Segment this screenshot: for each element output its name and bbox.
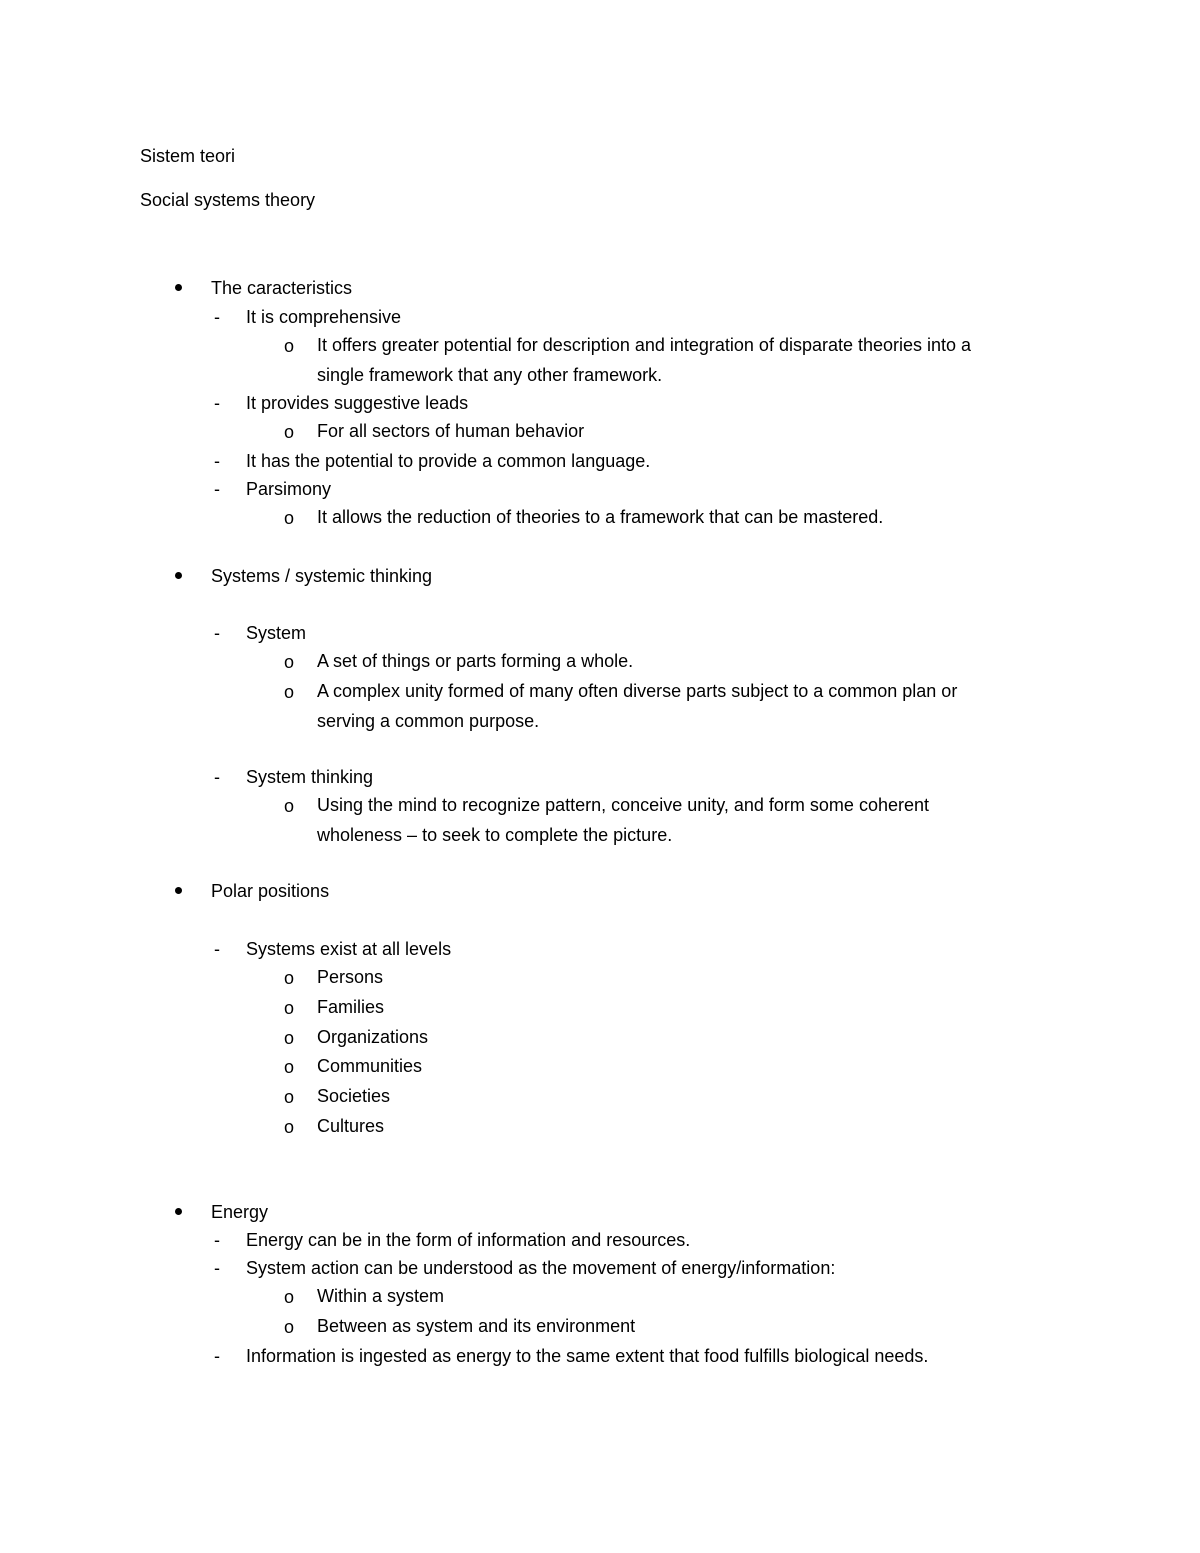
circle-marker: o xyxy=(284,336,295,356)
sub-list-item: Between as system and its environment xyxy=(317,1316,636,1336)
circle-marker: o xyxy=(284,1057,295,1077)
document-subtitle: Social systems theory xyxy=(140,190,316,210)
sub-list-item: Cultures xyxy=(317,1116,385,1136)
dash-marker: - xyxy=(214,939,220,959)
list-item: It provides suggestive leads xyxy=(246,393,469,413)
circle-marker: o xyxy=(284,998,295,1018)
circle-marker: o xyxy=(284,796,295,816)
dash-marker: - xyxy=(214,623,220,643)
list-item: Systems exist at all levels xyxy=(246,939,452,959)
list-item: System action can be understood as the movement of energy/information: xyxy=(246,1258,836,1278)
list-item: It is comprehensive xyxy=(246,307,402,327)
sub-list-item: Families xyxy=(317,997,385,1017)
list-item: Energy can be in the form of information and resources. xyxy=(246,1230,691,1250)
list-item: It has the potential to provide a common language. xyxy=(246,451,651,471)
list-item: Parsimony xyxy=(246,479,332,499)
bullet-icon xyxy=(175,1208,182,1215)
dash-marker: - xyxy=(214,393,220,413)
circle-marker: o xyxy=(284,1087,295,1107)
section-heading: Systems / systemic thinking xyxy=(211,566,433,586)
sub-list-item-continued: single framework that any other framework. xyxy=(317,365,663,385)
sub-list-item: It offers greater potential for description and integration of disparate theories into a xyxy=(317,335,972,355)
circle-marker: o xyxy=(284,652,295,672)
circle-marker: o xyxy=(284,1287,295,1307)
sub-list-item-continued: wholeness – to seek to complete the picture. xyxy=(317,825,673,845)
circle-marker: o xyxy=(284,422,295,442)
dash-marker: - xyxy=(214,1230,220,1250)
sub-list-item-continued: serving a common purpose. xyxy=(317,711,540,731)
dash-marker: - xyxy=(214,307,220,327)
sub-list-item: Societies xyxy=(317,1086,391,1106)
dash-marker: - xyxy=(214,1346,220,1366)
circle-marker: o xyxy=(284,1317,295,1337)
sub-list-item: Using the mind to recognize pattern, conceive unity, and form some coherent xyxy=(317,795,929,815)
sub-list-item: Persons xyxy=(317,967,384,987)
bullet-icon xyxy=(175,887,182,894)
circle-marker: o xyxy=(284,508,295,528)
sub-list-item: Organizations xyxy=(317,1027,429,1047)
sub-list-item: For all sectors of human behavior xyxy=(317,421,585,441)
sub-list-item: It allows the reduction of theories to a framework that can be mastered. xyxy=(317,507,884,527)
list-item: Information is ingested as energy to the same extent that food fulfills biological needs. xyxy=(246,1346,929,1366)
sub-list-item: A set of things or parts forming a whole. xyxy=(317,651,634,671)
circle-marker: o xyxy=(284,1028,295,1048)
circle-marker: o xyxy=(284,682,295,702)
section-heading: Polar positions xyxy=(211,881,330,901)
list-item: System xyxy=(246,623,307,643)
sub-list-item: A complex unity formed of many often diverse parts subject to a common plan or xyxy=(317,681,958,701)
sub-list-item: Within a system xyxy=(317,1286,445,1306)
dash-marker: - xyxy=(214,451,220,471)
sub-list-item: Communities xyxy=(317,1056,423,1076)
list-item: System thinking xyxy=(246,767,374,787)
section-heading: Energy xyxy=(211,1202,269,1222)
circle-marker: o xyxy=(284,968,295,988)
section-heading: The caracteristics xyxy=(211,278,353,298)
circle-marker: o xyxy=(284,1117,295,1137)
dash-marker: - xyxy=(214,1258,220,1278)
dash-marker: - xyxy=(214,767,220,787)
bullet-icon xyxy=(175,572,182,579)
bullet-icon xyxy=(175,284,182,291)
dash-marker: - xyxy=(214,479,220,499)
document-title: Sistem teori xyxy=(140,146,236,166)
